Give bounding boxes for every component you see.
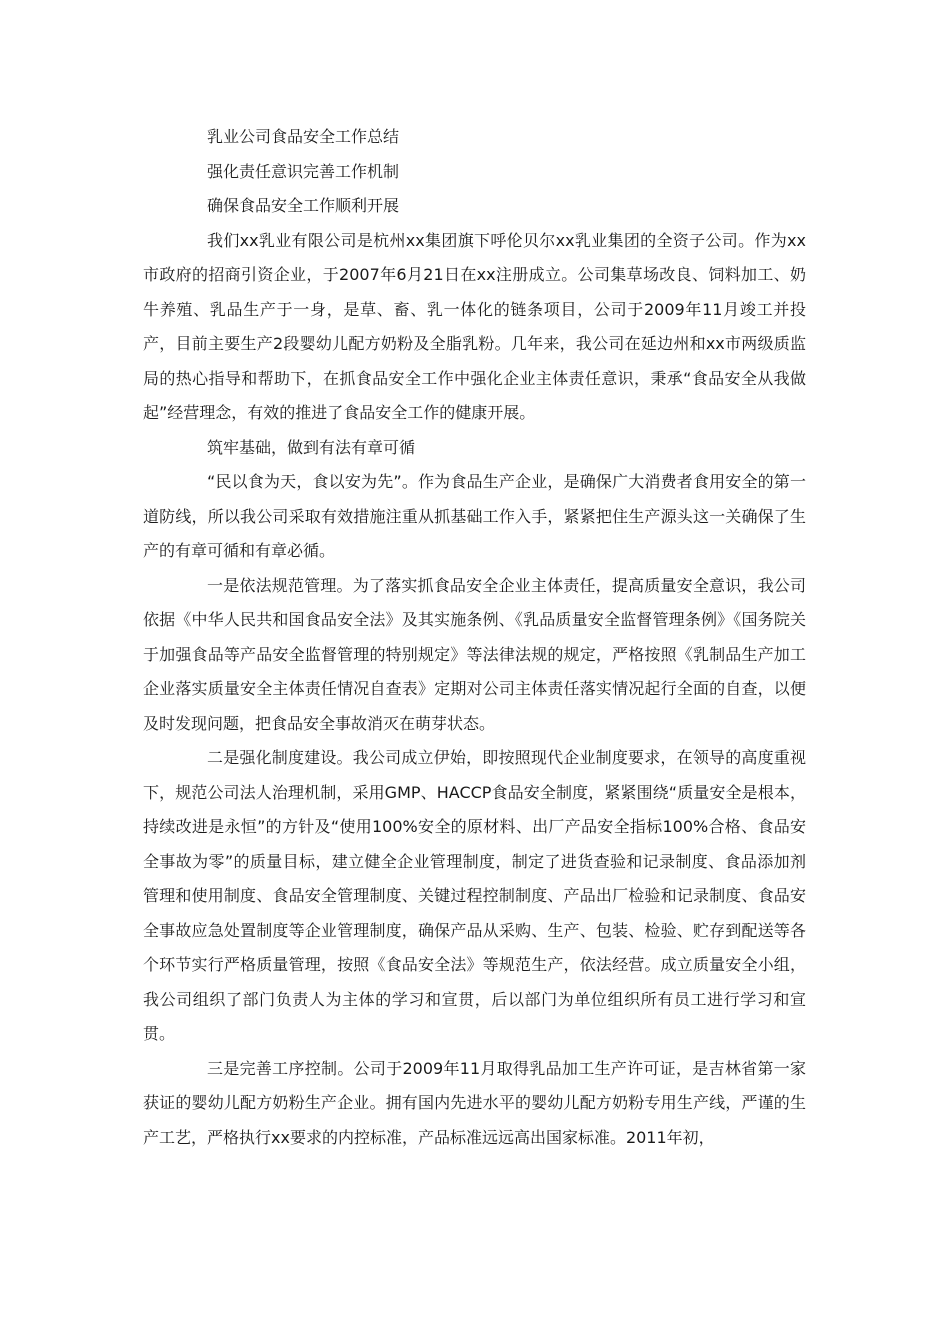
title-line-1: 乳业公司食品安全工作总结 [207,127,400,146]
paragraph-process-control: 三是完善工序控制。公司于2009年11月取得乳品加工生产许可证，是吉林省第一家获证的婴幼儿配方奶粉生产企业。拥有国内先进水平的婴幼儿配方奶粉专用生产线，严谨的生产工艺，严格执行xx要求的内控标准，产品标准远远高出国家标准。2011年初， [143,1058,806,1147]
paragraph-system-building: 二是强化制度建设。我公司成立伊始，即按照现代企业制度要求，在领导的高度重视下，规范公司法人治理机制，采用GMP、HACCP食品安全制度，紧紧围绕“质量安全是根本，持续改进是永恒”的方针及“使用100%安全的原材料、出厂产品安全指标100%合格、食品安全事故为零”的质量目标，建立健全企业管理制度，制定了进货查验和记录制度、食品添加剂管理和使用制度、食品安全管理制度、关键过程控制制度、产品出厂检验和记录制度、食品安全事故应急处置制度等企业管理制度，确保产品从采购、生产、包装、检验、贮存到配送等各个环节实行严格质量管理，按照《食品安全法》等规范生产，依法经营。成立质量安全小组，我公司组织了部门负责人为主体的学习和宣贯，后以部门为单位组织所有员工进行学习和宣贯。 [143,748,806,1043]
paragraph-food-first: “民以食为天，食以安为先”。作为食品生产企业，是确保广大消费者食用安全的第一道防线，所以我公司采取有效措施注重从抓基础工作入手，紧紧把住生产源头这一关确保了生产的有章可循和有章必循。 [143,472,806,560]
paragraph-legal-management: 一是依法规范管理。为了落实抓食品安全企业主体责任，提高质量安全意识，我公司依据《中华人民共和国食品安全法》及其实施条例、《乳品质量安全监督管理条例》《国务院关于加强食品等产品安全监督管理的特别规定》等法律法规的规定，严格按照《乳制品生产加工企业落实质量安全主体责任情况自查表》定期对公司主体责任落实情况起行全面的自查，以便及时发现问题，把食品安全事故消灭在萌芽状态。 [143,575,806,733]
section-heading-foundation: 筑牢基础，做到有法有章可循 [207,437,416,457]
document-body [143,120,806,1155]
paragraph-company-intro: 我们xx乳业有限公司是杭州xx集团旗下呼伦贝尔xx乳业集团的全资子公司。作为xx市政府的招商引资企业，于2007年6月21日在xx注册成立。公司集草场改良、饲料加工、奶牛养殖、乳品生产于一身，是草、畜、乳一体化的链条项目，公司于2009年11月竣工并投产，目前主要生产2段婴幼儿配方奶粉及全脂乳粉。几年来，我公司在延边州和xx市两级质监局的热心指导和帮助下，在抓食品安全工作中强化企业主体责任意识，秉承“食品安全从我做起”经营理念，有效的推进了食品安全工作的健康开展。 [143,230,806,422]
title-line-3: 确保食品安全工作顺利开展 [207,196,400,215]
title-line-2: 强化责任意识完善工作机制 [207,161,400,181]
